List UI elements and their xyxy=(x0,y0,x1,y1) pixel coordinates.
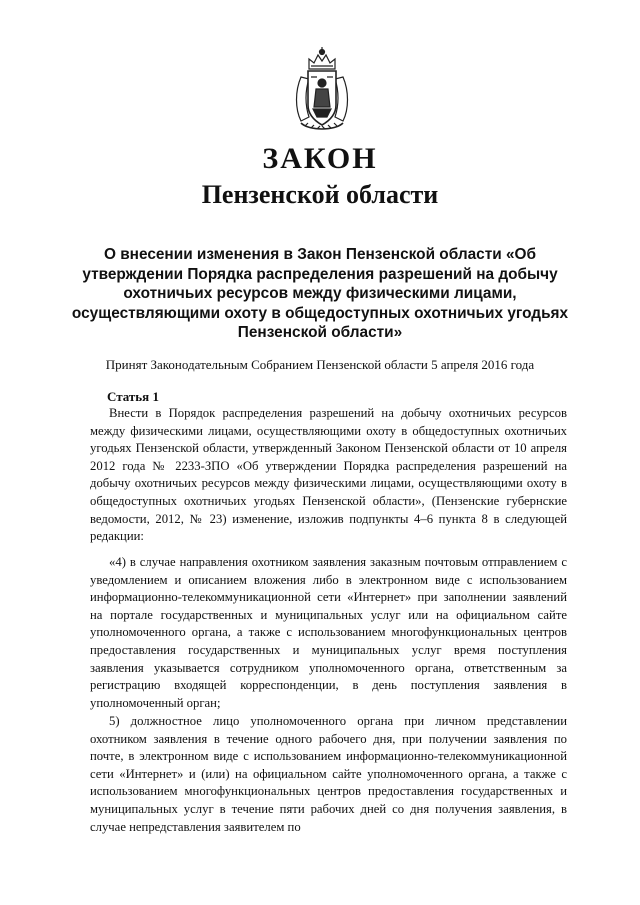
document-subtitle: Пензенской области xyxy=(201,180,439,209)
paragraph: 5) должностное лицо уполномоченного органа при личном представлении охотником заявления в течение одного рабочего дня, при получении заявления по почте, в электронном виде с использованием информационно-телекоммуникационной сети «Интернет» и (или) на официальном сайте уполномоченного органа, а также с использованием многофункциональных центров предоставления государственных и муниципальных услуг в течение пяти рабочих дней со дня получения заявления, в случае непредставления заявителем по xyxy=(90,714,567,834)
coat-of-arms-icon xyxy=(287,47,357,133)
law-subject-heading: О внесении изменения в Закон Пензенской области «Об утверждении Порядка распределения разрешений на добычу охотничьих ресурсов между физическими лицами, осуществляющими охоту в общедоступных охотничьих угодьях Пензенской области» xyxy=(71,246,569,341)
paragraph: Внести в Порядок распределения разрешений на добычу охотничьих ресурсов между физическими лицами, осуществляющими охоту в общедоступных охотничьих угодьях Пензенской области, утвержденный Законом Пензенской области от 10 апреля 2012 года № 2233-ЗПО «Об утверждении Порядка распределения разрешений на добычу охотничьих ресурсов между физическими лицами, осуществляющими охоту в общедоступных охотничьих угодьях Пензенской области», (Пензенские губернские ведомости, 2012, № 23) изменение, изложив подпункты 4–6 пункта 8 в следующей редакции: xyxy=(90,406,567,544)
article-heading: Статья 1 xyxy=(107,389,159,404)
paragraph: «4) в случае направления охотником заявления заказным почтовым отправлением с уведомлением и описанием вложения либо в электронном виде с использованием информационно-телекоммуникационной сети «Интернет» при заполнении заявлений на портале государственных и муниципальных услуг или на официальном сайте уполномоченного органа, а также с использованием многофункциональных центров предоставления государственных и муниципальных услуг время поступления заявления указывается сотрудником уполномоченного органа, ответственным за регистрацию входящей корреспонденции, в день поступления заявления в уполномоченный орган; xyxy=(90,555,567,710)
document-title: ЗАКОН xyxy=(262,142,378,175)
adoption-statement: Принят Законодательным Собранием Пензенской области 5 апреля 2016 года xyxy=(105,357,535,372)
